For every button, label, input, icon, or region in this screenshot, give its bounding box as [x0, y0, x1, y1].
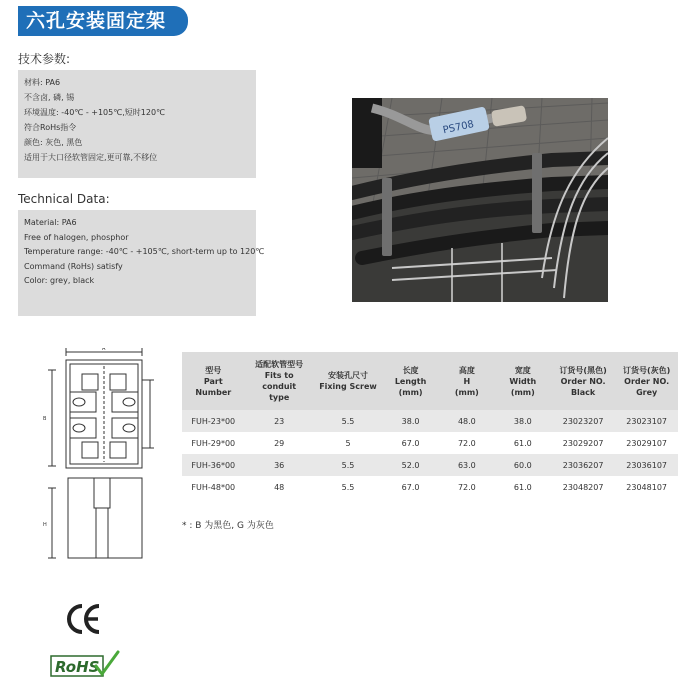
spec-table: [182, 352, 678, 498]
cell-fixing-screw: 5: [345, 438, 351, 448]
tech-cn-box: [18, 70, 256, 178]
tech-cn-line: 适用于大口径软管固定,更可靠,不移位: [24, 153, 158, 162]
ce-mark-icon: [66, 602, 102, 636]
color-footnote: * : B 为黑色, G 为灰色: [182, 521, 274, 531]
page-title: 六孔安装固定架: [18, 6, 188, 36]
cell-height: 63.0: [439, 454, 495, 476]
cell-order-grey: 23029107: [626, 438, 667, 448]
cell-fixing-screw: 5.5: [314, 410, 382, 432]
tech-cn-line: 不含卤, 磷, 锡: [24, 93, 75, 102]
cell-part-number: FUH-36*00: [182, 454, 245, 476]
cell-order-black: 23048207: [562, 482, 604, 492]
cell-length: 67.0: [401, 482, 420, 492]
cell-order-black: 23029207: [562, 438, 604, 448]
cell-width: 61.0: [513, 438, 532, 448]
header-order-grey: 订货号(灰色) Order NO. Grey: [615, 352, 678, 410]
dim-label-top: A: [102, 348, 106, 352]
cell-order-grey: 23023107: [615, 410, 678, 432]
tech-en-box: [18, 210, 265, 316]
cell-conduit-type: 29: [274, 438, 285, 448]
photo-label: PS708: [441, 119, 476, 137]
rohs-mark-icon: [50, 650, 120, 680]
table-row: [182, 476, 678, 498]
tech-en-line: Free of halogen, phosphor: [24, 232, 129, 242]
table-header-row: [182, 352, 678, 410]
cell-height: 72.0: [457, 482, 476, 492]
tech-cn-line: 颜色: 灰色, 黑色: [24, 138, 83, 147]
product-photo: [352, 98, 608, 302]
tech-cn-heading: 技术参数:: [18, 52, 71, 66]
cell-order-black: 23036207: [551, 454, 615, 476]
header-fixing-screw: 安装孔尺寸 Fixing Screw: [314, 352, 382, 410]
table-row: [182, 454, 678, 476]
dim-label-side: B: [43, 416, 47, 422]
cell-height: 72.0: [457, 438, 476, 448]
cell-order-grey: 23036107: [615, 454, 678, 476]
table-row: [182, 410, 678, 432]
cell-part-number: FUH-48*00: [191, 482, 236, 492]
tech-en-line: Color: grey, black: [24, 276, 95, 285]
tech-en-heading: Technical Data:: [18, 192, 110, 206]
cell-width: 60.0: [495, 454, 551, 476]
cell-fixing-screw: 5.5: [341, 482, 355, 492]
cell-order-black: 23023207: [551, 410, 615, 432]
cell-height: 48.0: [439, 410, 495, 432]
header-length: 长度 Length (mm): [382, 352, 439, 410]
header-part-number: 型号 Part Number: [182, 352, 245, 410]
header-height: 高度 H (mm): [439, 352, 495, 410]
header-width: 宽度 Width (mm): [495, 352, 551, 410]
cell-conduit-type: 36: [245, 454, 314, 476]
cell-width: 38.0: [495, 410, 551, 432]
cell-width: 61.0: [513, 482, 532, 492]
dim-label-height: H: [43, 522, 47, 528]
tech-en-line: Command (RoHs) satisfy: [24, 261, 123, 271]
tech-cn-line: 材料: PA6: [24, 78, 61, 87]
cell-length: 52.0: [382, 454, 439, 476]
table-row: [182, 432, 678, 454]
tech-cn-line: 符合RoHs指令: [24, 123, 77, 132]
cell-part-number: FUH-29*00: [191, 438, 236, 448]
cell-length: 38.0: [382, 410, 439, 432]
header-conduit-type: 适配软管型号 Fits to conduit type: [245, 352, 314, 410]
cell-conduit-type: 23: [245, 410, 314, 432]
tech-en-line: Temperature range: -40℃ - +105℃, short-term up to 120℃: [24, 247, 265, 256]
tech-cn-line: 环境温度: -40℃ - +105℃,短时120℃: [24, 108, 166, 117]
technical-drawing: [38, 348, 160, 570]
cell-conduit-type: 48: [274, 482, 285, 492]
header-order-black: 订货号(黑色) Order NO. Black: [551, 352, 615, 410]
cell-order-grey: 23048107: [626, 482, 667, 492]
cell-length: 67.0: [401, 438, 420, 448]
rohs-text: RoHS: [55, 658, 100, 676]
cell-fixing-screw: 5.5: [314, 454, 382, 476]
tech-en-line: Material: PA6: [24, 218, 77, 227]
cell-part-number: FUH-23*00: [182, 410, 245, 432]
